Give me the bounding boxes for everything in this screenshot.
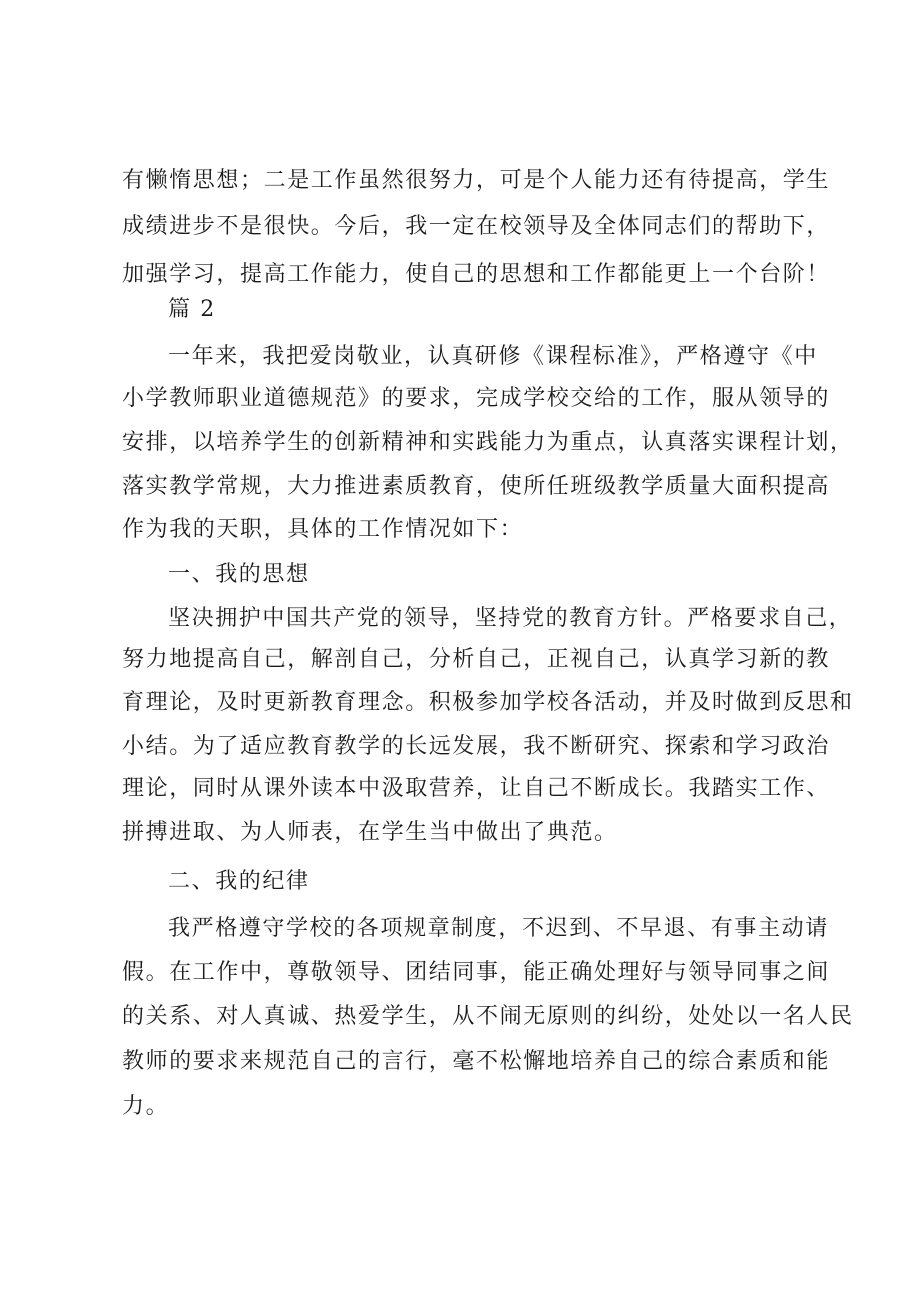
paragraph-line: 落实教学常规，大力推进素质教育，使所任班级教学质量大面积提高	[122, 474, 831, 499]
section-heading: 二、我的纪律	[168, 869, 310, 894]
paragraph-line: 有懒惰思想；二是工作虽然很努力，可是个人能力还有待提高，学生	[122, 168, 831, 193]
paragraph-line: 假。在工作中，尊敬领导、团结同事，能正确处理好与领导同事之间	[122, 960, 831, 985]
paragraph-line: 理论，同时从课外读本中汲取营养，让自己不断成长。我踏实工作、	[122, 776, 831, 801]
paragraph-line: 我严格遵守学校的各项规章制度，不迟到、不早退、有事主动请	[168, 916, 829, 941]
paragraph-line: 安排，以培养学生的创新精神和实践能力为重点，认真落实课程计划，	[122, 430, 854, 455]
paragraph-line: 的关系、对人真诚、热爱学生，从不闹无原则的纠纷，处处以一名人民	[122, 1004, 854, 1029]
paragraph-line: 拼搏进取、为人师表，在学生当中做出了典范。	[122, 820, 618, 845]
paragraph-line: 成绩进步不是很快。今后，我一定在校领导及全体同志们的帮助下，	[122, 214, 831, 239]
section-heading: 一、我的思想	[168, 562, 310, 587]
paragraph-line: 坚决拥护中国共产党的领导，坚持党的教育方针。严格要求自己，	[168, 606, 853, 631]
paragraph-line: 小学教师职业道德规范》的要求，完成学校交给的工作，服从领导的	[122, 386, 831, 411]
paragraph-line: 一年来，我把爱岗敬业，认真研修《课程标准》，严格遵守《中	[168, 344, 818, 369]
paragraph-line: 教师的要求来规范自己的言行，毫不松懈地培养自己的综合素质和能	[122, 1049, 831, 1074]
paragraph-line: 努力地提高自己，解剖自己，分析自己，正视自己，认真学习新的教	[122, 647, 831, 672]
paragraph-line: 小结。为了适应教育教学的长远发展，我不断研究、探索和学习政治	[122, 734, 831, 759]
paragraph-line: 育理论，及时更新教育理念。积极参加学校各活动，并及时做到反思和	[122, 690, 854, 715]
paragraph-line: 加强学习，提高工作能力，使自己的思想和工作都能更上一个台阶！	[122, 262, 831, 287]
paragraph-line: 作为我的天职，具体的工作情况如下：	[122, 517, 524, 542]
paragraph-line: 力。	[122, 1094, 170, 1119]
section-heading: 篇 2	[168, 297, 216, 322]
